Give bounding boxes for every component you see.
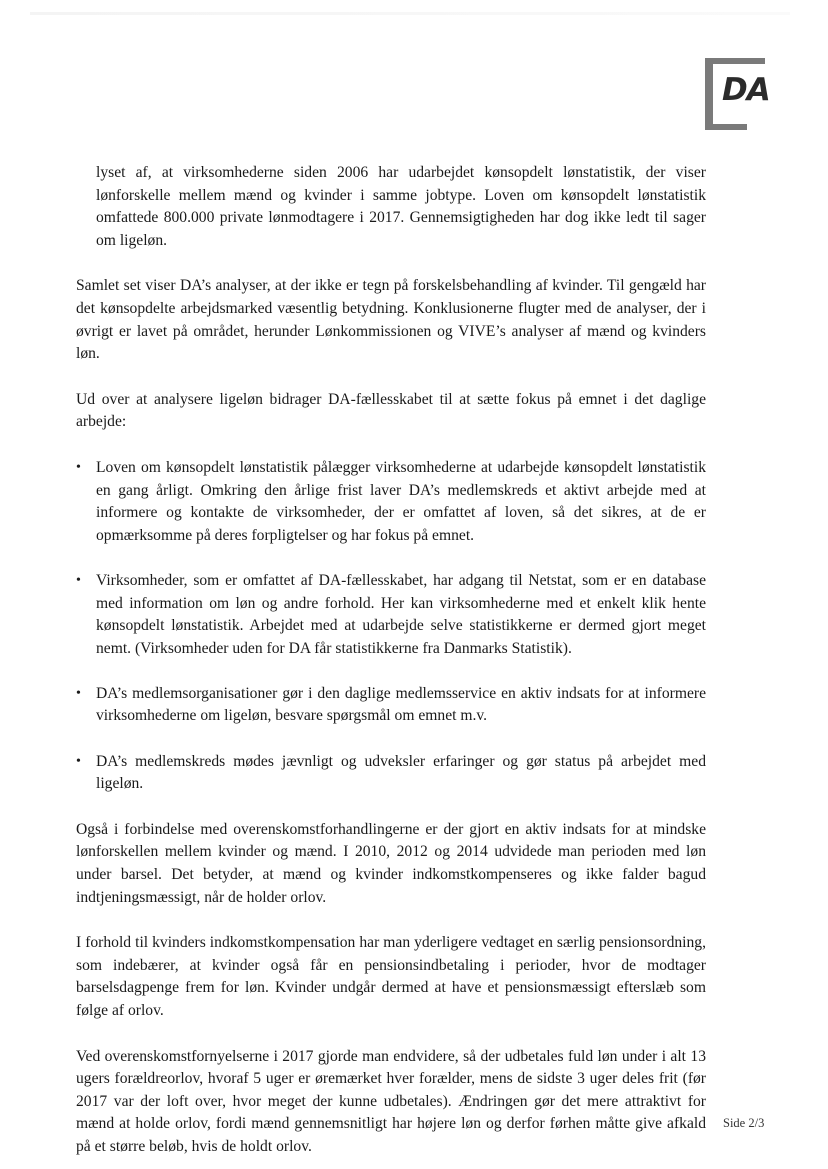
list-item xyxy=(76,683,706,728)
list-item-text: Virksomheder, som er omfattet af DA-fællesskabet, har adgang til Netstat, som er en database med information om løn og andre forhold. Her kan virksomhederne med et enkelt klik hente kønsopdelt lønstatistik. Arbejdet med at udarbejde selve statistikkerne er dermed gjort meget nemt. (Virksomheder uden for DA får statistikkerne fra Danmarks Statistik). xyxy=(96,571,706,657)
list-item xyxy=(76,457,706,547)
page-number: Side 2/3 xyxy=(723,1116,765,1130)
list-item-text: Loven om kønsopdelt lønstatistik pålægger virksomhederne at udarbejde kønsopdelt lønstatistik en gang årligt. Omkring den årlige frist laver DA’s medlemskreds et aktivt arbejde med at informere og kontakte de virksomheder, der er omfattet af loven, så det sikres, at de er opmærksomme på deres forpligtelser og har fokus på emnet. xyxy=(96,458,706,544)
paragraph-continuation: lyset af, at virksomhederne siden 2006 har udarbejdet kønsopdelt lønstatistik, der viser lønforskelle mellem mænd og kvinder i samme jobtype. Loven om kønsopdelt lønstatistik omfattede 800.000 private lønmodtagere i 2017. Gennemsigtigheden har dog ikke ledt til sager om ligeløn. xyxy=(96,164,706,249)
bullet-icon: • xyxy=(76,459,81,475)
paragraph-intro-list: Ud over at analysere ligeløn bidrager DA-fællesskabet til at sætte fokus på emnet i det daglige arbejde: xyxy=(76,390,706,431)
list-item xyxy=(76,751,706,796)
paragraph-negotiations: Også i forbindelse med overenskomstforhandlingerne er der gjort en aktiv indsats for at mindske lønforskellen mellem kvinder og mænd. I 2010, 2012 og 2014 udvidede man perioden med løn under barsel. Det betyder, at mænd og kvinder indkomstkompenseres og ikke falder bagud indtjeningsmæssigt, når de holder orlov. xyxy=(76,820,706,906)
bullet-icon: • xyxy=(76,572,81,588)
paragraph-pension: I forhold til kvinders indkomstkompensation har man yderligere vedtaget en særlig pensionsordning, som indebærer, at kvinder også får en pensionsindbetaling i perioder, hvor de modtager barselsdagpenge frem for løn. Kvinder undgår dermed at have et pensionsmæssigt efterslæb som følge af orlov. xyxy=(76,934,706,1019)
header-rule xyxy=(30,12,790,15)
logo-bracket-top xyxy=(705,58,765,64)
list-item-text: DA’s medlemsorganisationer gør i den daglige medlemsservice en aktiv indsats for at informere virksomhederne om ligeløn, besvare spørgsmål om emnet m.v. xyxy=(96,684,706,725)
logo-bracket-left xyxy=(705,58,713,130)
list-item-text: DA’s medlemskreds mødes jævnligt og udveksler erfaringer og gør status på arbejdet med ligeløn. xyxy=(96,752,706,793)
bullet-icon: • xyxy=(76,685,81,701)
da-logo xyxy=(705,58,783,130)
bullet-icon: • xyxy=(76,753,81,769)
logo-bracket-bottom xyxy=(705,124,747,130)
document-body xyxy=(76,162,706,1159)
paragraph-parental-leave: Ved overenskomstfornyelserne i 2017 gjorde man endvidere, så der udbetales fuld løn under i alt 13 ugers forældreorlov, hvoraf 5 uger er øremærket hver forælder, mens de sidste 3 uger deles frit (før 2017 var der loft over, hvor meget der kunne udbetales). Ændringen gør det mere attraktivt for mænd at holde orlov, fordi mænd gennemsnitligt har højere løn og derfor førhen måtte give afkald på et større beløb, hvis de holdt orlov. xyxy=(76,1047,706,1155)
bullet-list xyxy=(76,457,706,796)
list-item xyxy=(76,570,706,660)
logo-text: DA xyxy=(722,72,770,108)
paragraph-analysis-summary: Samlet set viser DA’s analyser, at der ikke er tegn på forskelsbehandling af kvinder. Til gengæld har det kønsopdelte arbejdsmarked væsentlig betydning. Konklusionerne flugter med de analyser, der i øvrigt er lavet på området, herunder Lønkommissionen og VIVE’s analyser af mænd og kvinders løn. xyxy=(76,277,706,363)
